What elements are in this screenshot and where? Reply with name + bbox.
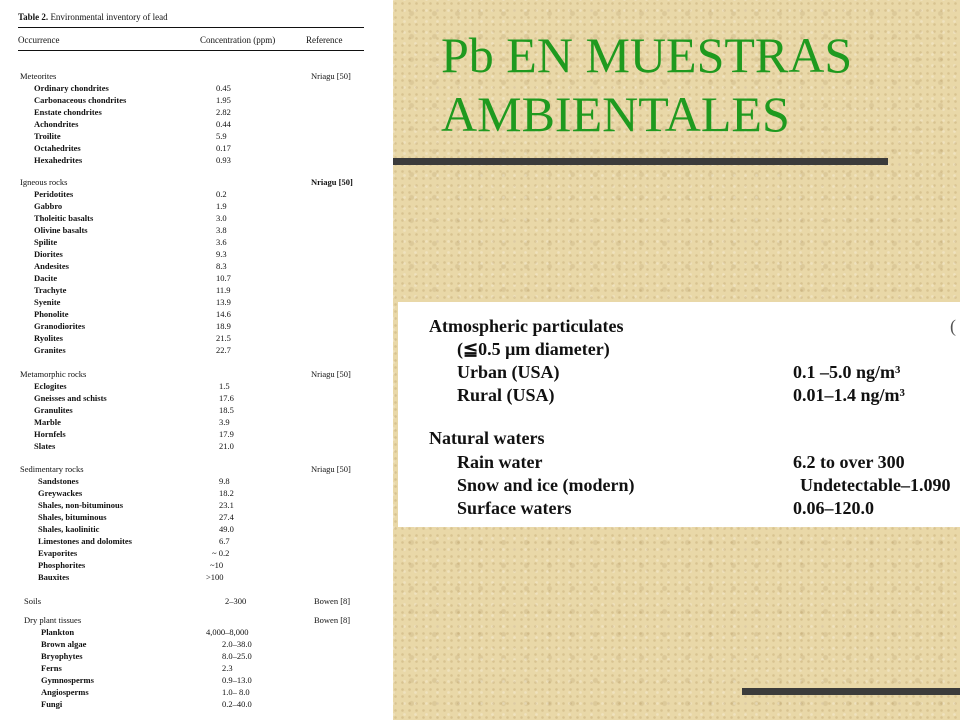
edge-mark: ( bbox=[950, 316, 956, 336]
row-name: Ryolites bbox=[34, 333, 63, 343]
table-row bbox=[398, 475, 960, 497]
row-value: 2.82 bbox=[216, 107, 231, 117]
row-name: Eclogites bbox=[34, 381, 67, 391]
table-row bbox=[0, 95, 393, 107]
row-value: 2.3 bbox=[222, 663, 233, 673]
row-value: 1.95 bbox=[216, 95, 231, 105]
table-row bbox=[398, 316, 960, 338]
section-reference: Bowen [8] bbox=[314, 596, 351, 606]
table-top-rule bbox=[18, 27, 364, 28]
table-row bbox=[0, 131, 393, 143]
row-name: Granulites bbox=[34, 405, 73, 415]
section-soils bbox=[0, 596, 393, 608]
row-value: 21.0 bbox=[219, 441, 234, 451]
row-name: Olivine basalts bbox=[34, 225, 88, 235]
row-name: Dacite bbox=[34, 273, 58, 283]
row-name: Slates bbox=[34, 441, 56, 451]
row-value: 18.5 bbox=[219, 405, 234, 415]
row-value: 9.3 bbox=[216, 249, 227, 259]
row-value: 23.1 bbox=[219, 500, 234, 510]
table-row bbox=[0, 476, 393, 488]
table-row bbox=[0, 572, 393, 584]
table-row bbox=[0, 536, 393, 548]
table-row bbox=[0, 213, 393, 225]
row-name: Syenite bbox=[34, 297, 61, 307]
table-row bbox=[0, 309, 393, 321]
table-row bbox=[0, 273, 393, 285]
row-name: Ordinary chondrites bbox=[34, 83, 109, 93]
row-name: Limestones and dolomites bbox=[38, 536, 132, 546]
row-value: 8.0–25.0 bbox=[222, 651, 252, 661]
table-row bbox=[0, 249, 393, 261]
row-value: ~10 bbox=[210, 560, 224, 570]
row-name: Phonolite bbox=[34, 309, 69, 319]
row-label: (≦0.5 μm diameter) bbox=[457, 339, 610, 359]
section-plants bbox=[0, 615, 393, 627]
row-value: 11.9 bbox=[216, 285, 231, 295]
row-value: 49.0 bbox=[219, 524, 234, 534]
row-value: 17.9 bbox=[219, 429, 234, 439]
row-name: Plankton bbox=[41, 627, 75, 637]
table-row bbox=[0, 639, 393, 651]
table-header-rule bbox=[18, 50, 364, 51]
row-name: Granodiorites bbox=[34, 321, 85, 331]
row-name: Carbonaceous chondrites bbox=[34, 95, 127, 105]
header-occurrence: Occurrence bbox=[18, 35, 60, 45]
row-value: 6.2 to over 300 bbox=[793, 452, 905, 472]
table-row bbox=[0, 321, 393, 333]
row-value: 5.9 bbox=[216, 131, 227, 141]
row-name: Troilite bbox=[34, 131, 61, 141]
table-title bbox=[18, 12, 168, 22]
table-row bbox=[0, 119, 393, 131]
environmental-lead-table bbox=[0, 0, 393, 720]
row-name: Angiosperms bbox=[41, 687, 89, 697]
row-name: Gymnosperms bbox=[41, 675, 94, 685]
row-value: 0.17 bbox=[216, 143, 231, 153]
table-row bbox=[398, 385, 960, 407]
row-name: Diorites bbox=[34, 249, 63, 259]
row-name: Phosphorites bbox=[38, 560, 86, 570]
section-label: Metamorphic rocks bbox=[20, 369, 87, 379]
header-concentration: Concentration (ppm) bbox=[200, 35, 276, 45]
row-name: Bauxites bbox=[38, 572, 70, 582]
table-row bbox=[0, 345, 393, 357]
section-reference: Bowen [8] bbox=[314, 615, 351, 625]
table-row bbox=[0, 333, 393, 345]
table-row bbox=[0, 488, 393, 500]
table-row bbox=[0, 699, 393, 711]
row-name: Tholeitic basalts bbox=[34, 213, 94, 223]
table-caption: Environmental inventory of lead bbox=[50, 12, 168, 22]
table-row bbox=[0, 143, 393, 155]
table-row bbox=[0, 560, 393, 572]
row-name: Hexahedrites bbox=[34, 155, 83, 165]
table-row bbox=[0, 201, 393, 213]
row-value: 6.7 bbox=[219, 536, 230, 546]
row-value: 3.6 bbox=[216, 237, 227, 247]
section-label: Soils bbox=[24, 596, 42, 606]
row-value: 1.0– 8.0 bbox=[222, 687, 250, 697]
row-value: 4,000–8,000 bbox=[206, 627, 249, 637]
table-row bbox=[0, 155, 393, 167]
slide-title bbox=[441, 26, 941, 144]
row-name: Peridotites bbox=[34, 189, 74, 199]
section-reference: Nriagu [50] bbox=[311, 369, 351, 379]
table-row bbox=[0, 429, 393, 441]
table-row bbox=[0, 512, 393, 524]
table-row bbox=[0, 261, 393, 273]
row-name: Evaporites bbox=[38, 548, 78, 558]
section-label: Meteorites bbox=[20, 71, 57, 81]
row-name: Trachyte bbox=[34, 285, 67, 295]
row-value: 0.1 –5.0 ng/m³ bbox=[793, 362, 901, 382]
header-reference: Reference bbox=[306, 35, 343, 45]
row-label: Natural waters bbox=[429, 428, 545, 448]
table-row bbox=[0, 524, 393, 536]
table-row bbox=[0, 405, 393, 417]
row-name: Hornfels bbox=[34, 429, 66, 439]
row-label: Surface waters bbox=[457, 498, 572, 518]
row-name: Octahedrites bbox=[34, 143, 81, 153]
row-name: Shales, bituminous bbox=[38, 512, 107, 522]
title-line-2: AMBIENTALES bbox=[441, 86, 790, 142]
row-name: Greywackes bbox=[38, 488, 83, 498]
row-value: 1.5 bbox=[219, 381, 230, 391]
row-name: Marble bbox=[34, 417, 61, 427]
table-row bbox=[0, 107, 393, 119]
table-row bbox=[398, 362, 960, 384]
footer-bar bbox=[742, 688, 960, 695]
row-value: 9.8 bbox=[219, 476, 230, 486]
row-value: 10.7 bbox=[216, 273, 231, 283]
title-underline-bar bbox=[393, 158, 888, 165]
table-row bbox=[398, 339, 960, 361]
row-label: Rain water bbox=[457, 452, 543, 472]
section-reference: Nriagu [50] bbox=[311, 71, 351, 81]
row-value: 0.45 bbox=[216, 83, 231, 93]
row-name: Bryophytes bbox=[41, 651, 83, 661]
table-row bbox=[398, 498, 960, 520]
table-row bbox=[0, 651, 393, 663]
row-name: Ferns bbox=[41, 663, 62, 673]
row-value: 2–300 bbox=[225, 596, 247, 606]
row-value: 18.2 bbox=[219, 488, 234, 498]
section-label: Sedimentary rocks bbox=[20, 464, 84, 474]
row-value: 0.2 bbox=[216, 189, 227, 199]
row-value: 8.3 bbox=[216, 261, 227, 271]
row-value: 0.44 bbox=[216, 119, 231, 129]
row-value: 1.9 bbox=[216, 201, 227, 211]
row-value: 22.7 bbox=[216, 345, 231, 355]
row-name: Brown algae bbox=[41, 639, 87, 649]
row-name: Spilite bbox=[34, 237, 58, 247]
table-row bbox=[0, 675, 393, 687]
row-name: Granites bbox=[34, 345, 66, 355]
table-row bbox=[0, 237, 393, 249]
row-value: 2.0–38.0 bbox=[222, 639, 252, 649]
table-row bbox=[0, 285, 393, 297]
row-label: Urban (USA) bbox=[457, 362, 560, 382]
table-row bbox=[0, 441, 393, 453]
row-name: Enstate chondrites bbox=[34, 107, 102, 117]
table-row bbox=[0, 500, 393, 512]
row-label: Atmospheric particulates bbox=[429, 316, 624, 336]
table-row bbox=[0, 225, 393, 237]
table-row bbox=[398, 428, 960, 450]
row-value: 13.9 bbox=[216, 297, 231, 307]
table-row bbox=[0, 381, 393, 393]
table-row bbox=[0, 663, 393, 675]
table-row bbox=[398, 452, 960, 474]
table-row bbox=[0, 189, 393, 201]
section-reference: Nriagu [50] bbox=[311, 464, 351, 474]
table-row bbox=[0, 548, 393, 560]
row-value: 21.5 bbox=[216, 333, 231, 343]
section-sedimentary bbox=[0, 464, 393, 476]
row-value: 3.8 bbox=[216, 225, 227, 235]
row-value: 3.0 bbox=[216, 213, 227, 223]
row-label: Snow and ice (modern) bbox=[457, 475, 635, 495]
row-value: 0.9–13.0 bbox=[222, 675, 252, 685]
table-row bbox=[0, 627, 393, 639]
row-value: Undetectable–1.090 bbox=[800, 475, 951, 495]
row-name: Shales, non-bituminous bbox=[38, 500, 124, 510]
row-value: 0.06–120.0 bbox=[793, 498, 874, 518]
section-label: Dry plant tissues bbox=[24, 615, 82, 625]
row-name: Gabbro bbox=[34, 201, 63, 211]
row-value: >100 bbox=[206, 572, 224, 582]
row-name: Andesites bbox=[34, 261, 69, 271]
section-meteorites bbox=[0, 71, 393, 83]
row-name: Fungi bbox=[41, 699, 63, 709]
table-row bbox=[0, 687, 393, 699]
section-label: Igneous rocks bbox=[20, 177, 68, 187]
row-value: 3.9 bbox=[219, 417, 230, 427]
row-name: Shales, kaolinitic bbox=[38, 524, 100, 534]
title-line-1: Pb EN MUESTRAS bbox=[441, 27, 853, 83]
row-name: Achondrites bbox=[34, 119, 79, 129]
row-value: 0.01–1.4 ng/m³ bbox=[793, 385, 905, 405]
row-value: 0.2–40.0 bbox=[222, 699, 252, 709]
section-metamorphic bbox=[0, 369, 393, 381]
table-number: Table 2. bbox=[18, 12, 49, 22]
table-row bbox=[0, 297, 393, 309]
table-row bbox=[0, 417, 393, 429]
row-value: ~ 0.2 bbox=[212, 548, 230, 558]
row-value: 14.6 bbox=[216, 309, 231, 319]
row-value: 27.4 bbox=[219, 512, 234, 522]
section-igneous bbox=[0, 177, 393, 189]
atmospheric-waters-table bbox=[398, 302, 960, 527]
section-reference: Nriagu [50] bbox=[311, 177, 353, 187]
row-value: 18.9 bbox=[216, 321, 231, 331]
table-row bbox=[0, 83, 393, 95]
row-value: 0.93 bbox=[216, 155, 231, 165]
row-value: 17.6 bbox=[219, 393, 234, 403]
row-label: Rural (USA) bbox=[457, 385, 555, 405]
row-name: Gneisses and schists bbox=[34, 393, 107, 403]
row-name: Sandstones bbox=[38, 476, 79, 486]
table-row bbox=[0, 393, 393, 405]
